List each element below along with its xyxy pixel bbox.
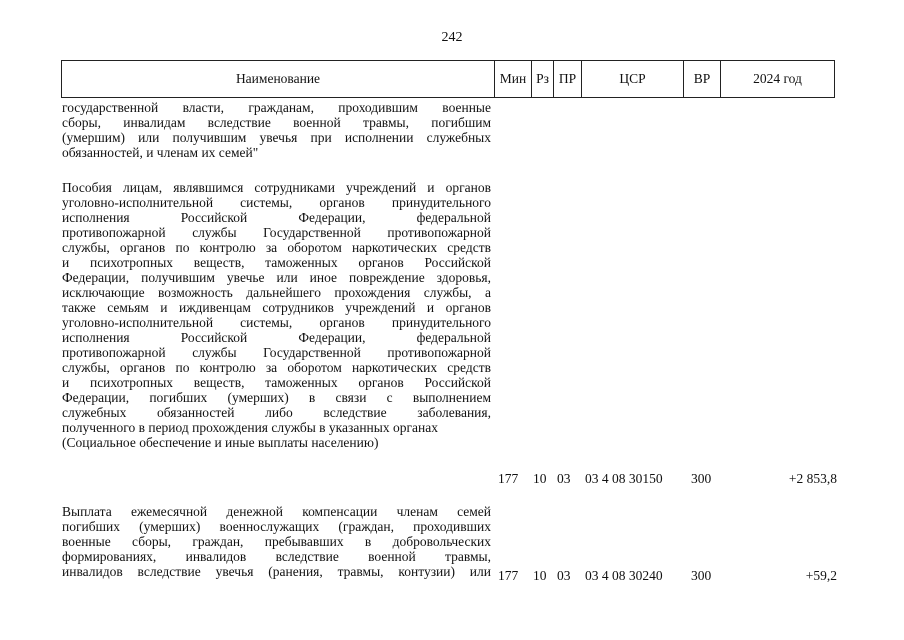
row-benefits-vr: 300 xyxy=(691,471,712,486)
text-line: инвалидов вследствие увечья (ранения, травмы, контузии) или xyxy=(62,564,491,579)
text-line: обязанностей, и членам их семей" xyxy=(62,145,259,160)
header-min: Мин xyxy=(495,61,532,98)
text-line: Федерации, получившим увечье или иное повреждение здоровья, xyxy=(62,270,491,285)
text-line: и психотропных веществ, таможенных органов Российской xyxy=(62,255,491,270)
header-name: Наименование xyxy=(62,61,495,98)
text-line: также семьям и иждивенцам сотрудников учреждений и органов xyxy=(62,300,491,315)
row-benefits-min: 177 xyxy=(498,471,519,486)
page-number: 242 xyxy=(441,30,463,45)
text-line: полученного в период прохождения службы в указанных органах xyxy=(62,420,438,435)
row-compensation-text xyxy=(62,504,491,579)
text-line: Выплата ежемесячной денежной компенсации членам семей xyxy=(62,504,491,519)
text-line: исключающие возможность дальнейшего прохождения службы, а xyxy=(62,285,491,300)
text-line: исполнения Российской Федерации, федеральной xyxy=(62,210,491,225)
text-line: Пособия лицам, являвшимся сотрудниками учреждений и органов xyxy=(62,180,491,195)
text-line: государственной власти, гражданам, проходившим военные xyxy=(62,100,491,115)
text-line: Федерации, погибших (умерших) в связи с выполнением xyxy=(62,390,491,405)
row-benefits-amount: +2 853,8 xyxy=(788,471,837,486)
row-benefits-pr: 03 xyxy=(557,471,571,486)
text-line: службы, органов по контролю за оборотом наркотических средств xyxy=(62,240,491,255)
text-line: служебных обязанностей либо вследствие заболевания, xyxy=(62,405,491,420)
text-line: и психотропных веществ, таможенных органов Российской xyxy=(62,375,491,390)
header-year: 2024 год xyxy=(721,61,835,98)
text-line: (Социальное обеспечение и иные выплаты населению) xyxy=(62,435,379,450)
header-csr: ЦСР xyxy=(582,61,684,98)
text-line: военные сборы, граждан, пребывавших в добровольческих xyxy=(62,534,491,549)
header-rz: Рз xyxy=(532,61,554,98)
text-line: погибших (умерших) военнослужащих (граждан, проходивших xyxy=(62,519,491,534)
row-compensation-pr: 03 xyxy=(557,568,571,583)
text-line: (умершим) или получившим увечья при исполнении служебных xyxy=(62,130,491,145)
row-benefits-csr: 03 4 08 30150 xyxy=(585,471,663,486)
text-line: уголовно-исполнительной системы, органов принудительного xyxy=(62,195,491,210)
text-line: уголовно-исполнительной системы, органов принудительного xyxy=(62,315,491,330)
row-compensation-min: 177 xyxy=(498,568,519,583)
text-line: формированиях, инвалидов вследствие военной травмы, xyxy=(62,549,491,564)
row-compensation-rz: 10 xyxy=(533,568,547,583)
table-header xyxy=(61,60,835,98)
row-compensation-amount: +59,2 xyxy=(805,568,837,583)
header-pr: ПР xyxy=(554,61,582,98)
text-line: сборы, инвалидам вследствие военной травмы, погибшим xyxy=(62,115,491,130)
text-line: службы, органов по контролю за оборотом наркотических средств xyxy=(62,360,491,375)
header-vr: ВР xyxy=(684,61,721,98)
text-line: противопожарной службы Государственной противопожарной xyxy=(62,225,491,240)
text-line: противопожарной службы Государственной противопожарной xyxy=(62,345,491,360)
row-benefits-rz: 10 xyxy=(533,471,547,486)
text-line: исполнения Российской Федерации, федеральной xyxy=(62,330,491,345)
row-continuation-text xyxy=(62,100,491,160)
row-compensation-vr: 300 xyxy=(691,568,712,583)
row-compensation-csr: 03 4 08 30240 xyxy=(585,568,663,583)
row-benefits-text xyxy=(62,180,491,450)
